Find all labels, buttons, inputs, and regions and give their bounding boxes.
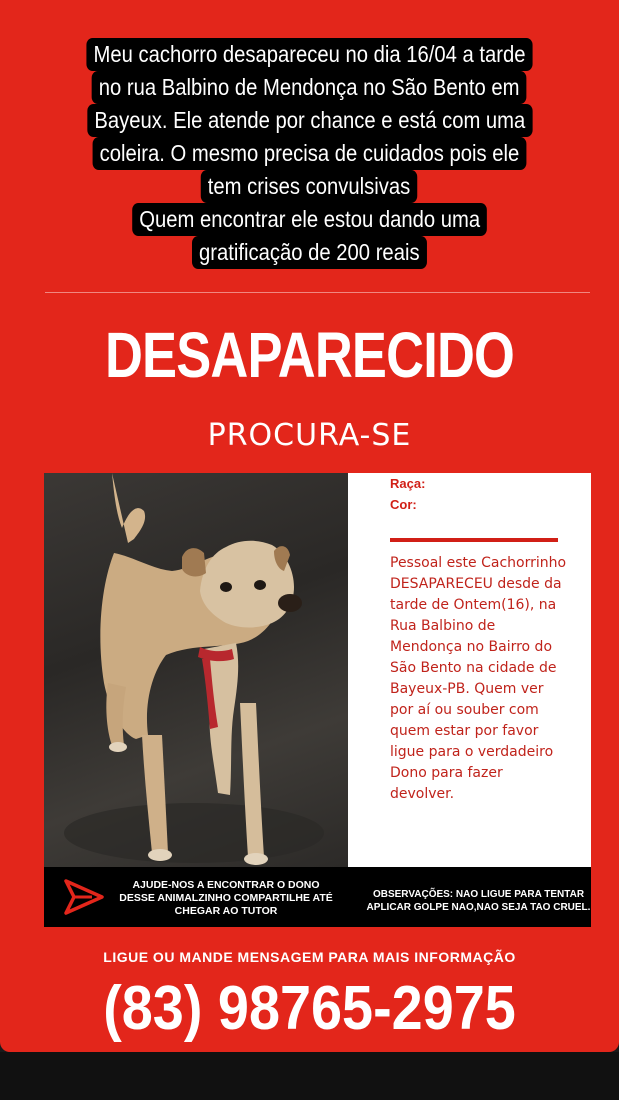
dog-description: Pessoal este Cachorrinho DESAPARECEU desde da tarde de Ontem(16), na Rua Balbino de Mendonça no Bairro do São Bento na cidade de Bayeux-PB. Quem ver por aí ou souber com quem estar por favor ligue para o verdadeiro Dono para fazer devolver. <box>390 555 567 802</box>
dog-photo <box>44 473 348 867</box>
dog-info-panel <box>348 473 591 867</box>
caption-line: gratificação de 200 reais <box>192 236 427 269</box>
color-label: Cor: <box>390 497 417 512</box>
caption-line: coleira. O mesmo precisa de cuidados pois ele <box>93 137 527 170</box>
poster-title: DESAPARECIDO <box>104 319 515 391</box>
caption-line: Meu cachorro desapareceu no dia 16/04 a tarde <box>86 38 532 71</box>
caption-line: no rua Balbino de Mendonça no São Bento em <box>92 71 527 104</box>
info-rule <box>390 538 558 542</box>
bottom-bar <box>0 1052 619 1100</box>
send-arrow-icon <box>62 875 106 919</box>
breed-label: Raça: <box>390 476 426 491</box>
caption-line: Bayeux. Ele atende por chance e está com uma <box>87 104 532 137</box>
observations-text: OBSERVAÇÕES: NAO LIGUE PARA TENTAR APLICAR GOLPE NAO,NAO SEJA TAO CRUEL. <box>366 889 591 913</box>
contact-label: LIGUE OU MANDE MENSAGEM PARA MAIS INFORMAÇÃO <box>103 949 516 965</box>
dog-illustration <box>44 473 348 867</box>
caption-line: tem crises convulsivas <box>201 170 418 203</box>
poster-subtitle: PROCURA-SE <box>207 418 412 453</box>
share-help-text: AJUDE-NOS A ENCONTRAR O DONO DESSE ANIMALZINHO COMPARTILHE ATÉ CHEGAR AO TUTOR <box>119 879 333 917</box>
caption-line: Quem encontrar ele estou dando uma <box>132 203 487 236</box>
story-caption <box>0 38 619 269</box>
phone-number: (83) 98765-2975 <box>103 974 516 1043</box>
info-strip <box>44 867 591 927</box>
divider <box>45 292 590 293</box>
